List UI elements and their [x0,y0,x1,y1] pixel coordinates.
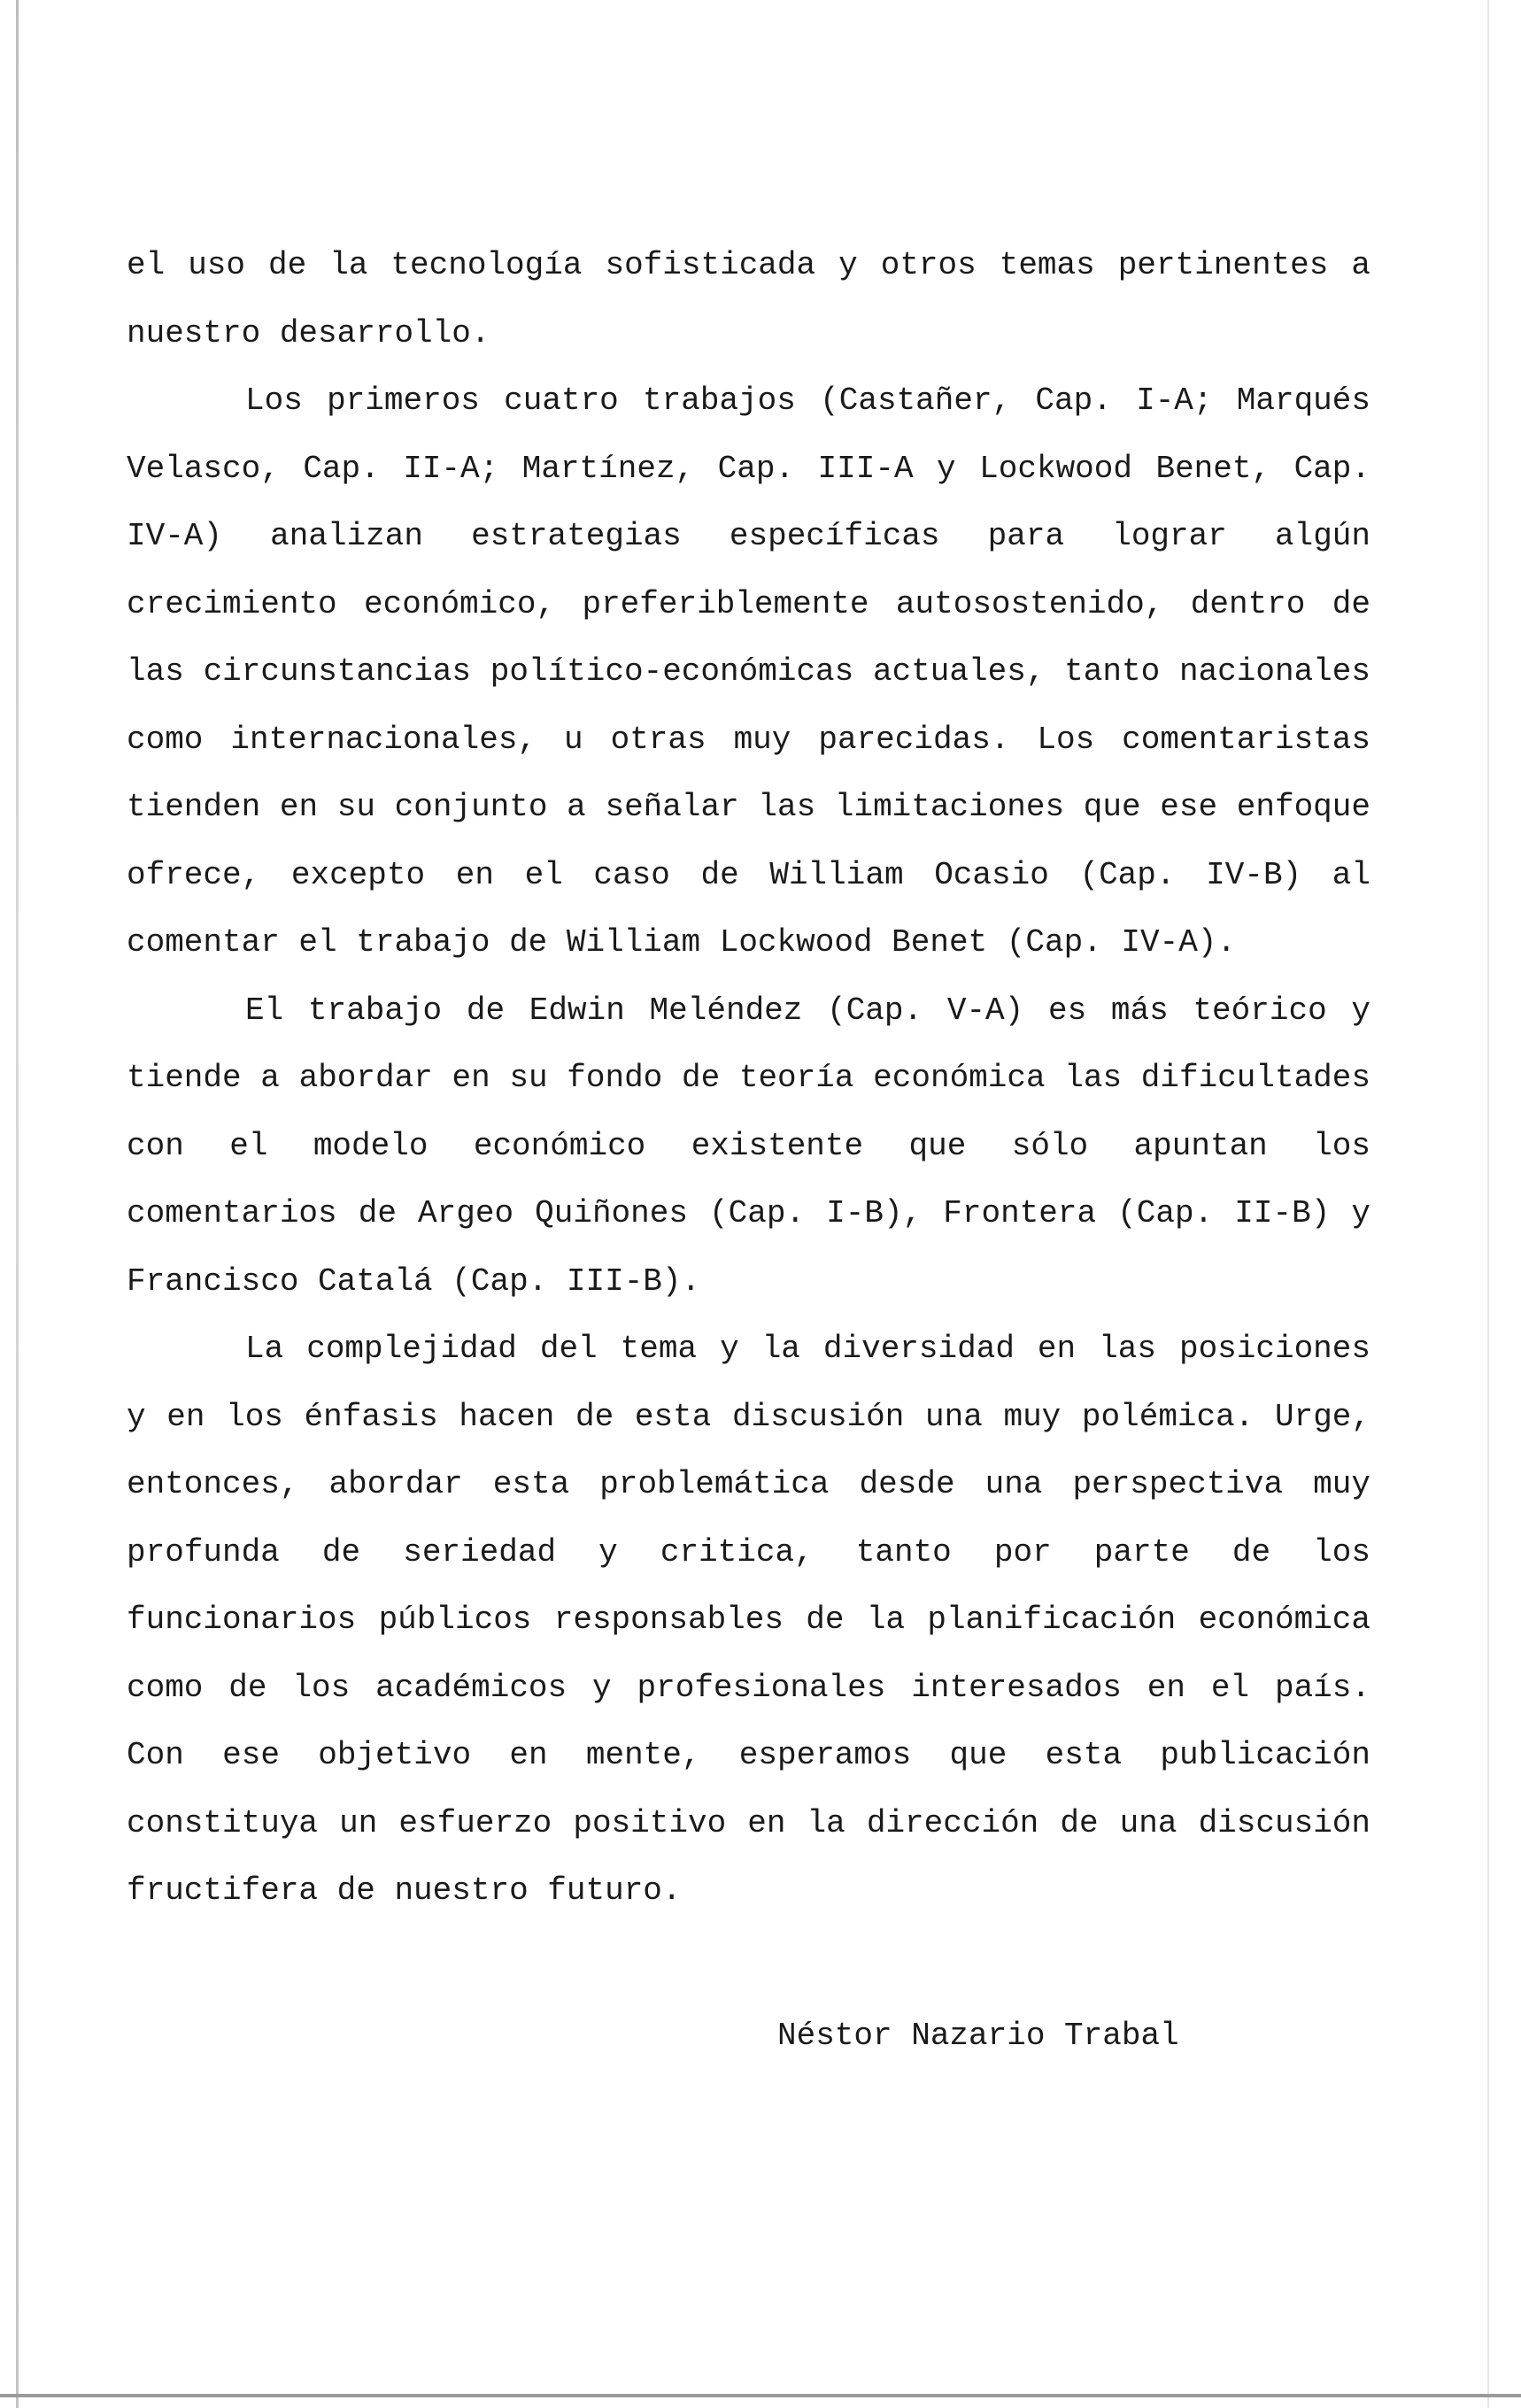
scan-edge-bottom [0,2394,1521,2397]
paragraph-primeros-trabajos: Los primeros cuatro trabajos (Castañer, Cap. I-A; Marqués Velasco, Cap. II-A; Martínez, Cap. III-A y Lockwood Benet, Cap. IV-A) analizan estrategias específicas para lograr algún crecimiento económico, preferiblemente autosostenido, dentro de las circunstancias político-económicas actuales, tanto nacionales como internacionales, u otras muy parecidas. Los comentaristas tienden en su conjunto a señalar las limitaciones que ese enfoque ofrece, excepto en el caso de William Ocasio (Cap. IV-B) al comentar el trabajo de William Lockwood Benet (Cap. IV-A). [127,382,1370,961]
paragraph-melendez: El trabajo de Edwin Meléndez (Cap. V-A) es más teórico y tiende a abordar en su fondo de teoría económica las dificultades con el modelo económico existente que sólo apuntan los comentarios de Argeo Quiñones (Cap. I-B), Frontera (Cap. II-B) y Francisco Catalá (Cap. III-B). [127,992,1370,1300]
body-text [127,232,1370,1926]
scan-edge-right [1487,0,1489,2408]
author-signature: Néstor Nazario Trabal [777,2018,1179,2054]
paragraph-complejidad: La complejidad del tema y la diversidad en las posiciones y en los énfasis hacen de esta discusión una muy polémica. Urge, entonces, abordar esta problemática desde una perspectiva muy profunda de seriedad y critica, tanto por parte de los funcionarios públicos responsables de la planificación económica como de los académicos y profesionales interesados en el país. Con ese objetivo en mente, esperamos que esta publicación constituya un esfuerzo positivo en la dirección de una discusión fructifera de nuestro futuro. [127,1331,1370,1909]
paragraph-continuation: el uso de la tecnología sofisticada y otros temas pertinentes a nuestro desarrollo. [127,247,1370,351]
scan-edge-left [16,0,19,2408]
